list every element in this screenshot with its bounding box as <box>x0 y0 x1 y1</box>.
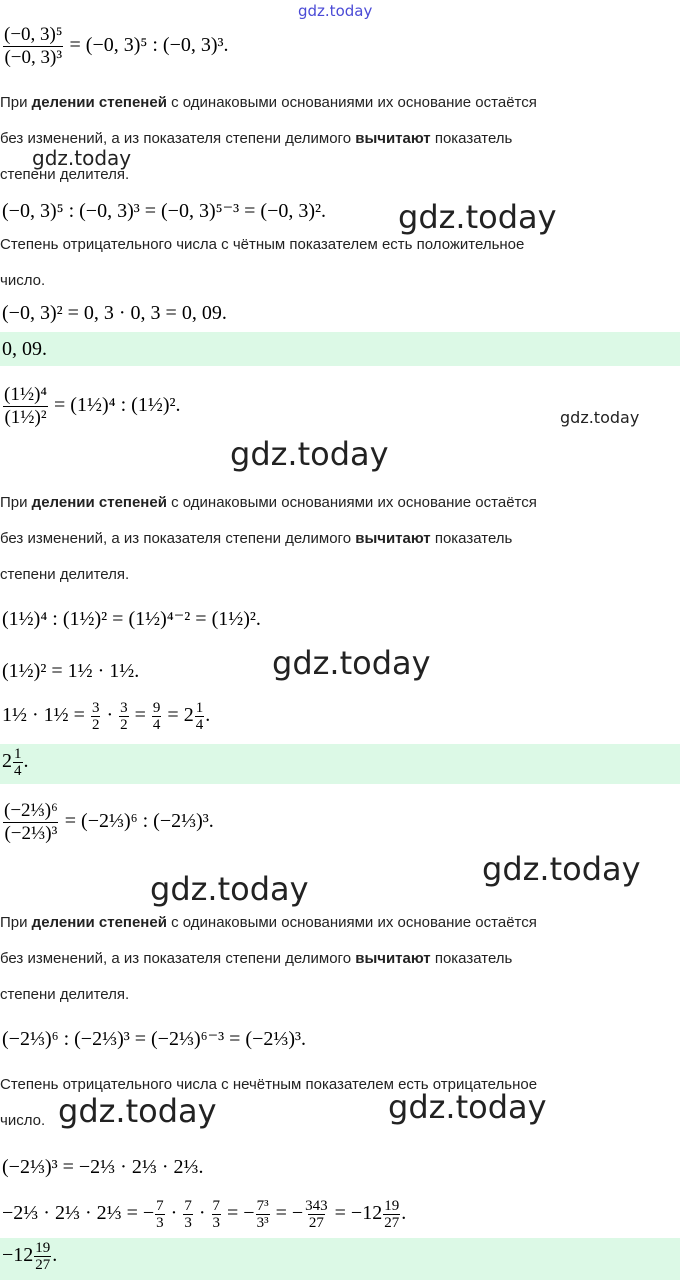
p1-equation-1: $\frac{\text{(−0, 3)⁵}}{\text{(−0, 3)³}}$ = (−0, 3)⁵ : (−0, 3)³. <box>4 24 229 68</box>
p2-rule-line-3: степени делителя. <box>0 566 130 583</box>
watermark: gdz.today <box>32 146 132 170</box>
fraction: $\frac{19}{27}$ <box>384 1198 400 1231</box>
p3-quotient: $\frac{\text{(−2⅓)⁶}}{\text{(−2⅓)³}}$ <box>4 800 58 844</box>
p3-equation-2: (−2⅓)⁶ : (−2⅓)³ = (−2⅓)⁶⁻³ = (−2⅓)³. <box>2 1028 307 1050</box>
even-power-line-1: Степень отрицательного числа с чётным показателем есть положительное <box>0 236 525 253</box>
p1-rule-line-3: степени делителя. <box>0 166 130 183</box>
watermark: gdz.today <box>560 408 640 427</box>
fraction: $\frac{9}{4}$ <box>152 700 161 733</box>
p2-answer-band <box>0 744 680 784</box>
odd-power-line-2: число. <box>0 1112 46 1129</box>
p1-answer-band <box>0 332 680 366</box>
p3-rule-line-1: При делении степеней с одинаковыми основаниями их основание остаётся <box>0 914 537 931</box>
watermark: gdz.today <box>58 1092 217 1130</box>
p2-rule-line-1: При делении степеней с одинаковыми основаниями их основание остаётся <box>0 494 537 511</box>
p2-equation-3: (1½)² = 1½ · 1½. <box>2 660 140 682</box>
fraction: $\frac{3}{2}$ <box>91 700 100 733</box>
fraction: $\frac{7}{3}$ <box>212 1198 221 1231</box>
odd-power-line-1: Степень отрицательного числа с нечётным показателем есть отрицательное <box>0 1076 538 1093</box>
watermark: gdz.today <box>388 1088 547 1126</box>
fraction: $\frac{7}{3}$ <box>184 1198 192 1231</box>
p2-equation-1: $\frac{\text{(1½)⁴}}{\text{(1½)²}}$ = (1½)⁴ : (1½)². <box>4 384 181 428</box>
fraction: $\frac{1}{4}$ <box>195 700 204 733</box>
p1-rule-line-1: При делении степеней с одинаковыми основаниями их основание остаётся <box>0 94 537 111</box>
p3-rule-line-2: без изменений, а из показателя степени делимого вычитают показатель <box>0 950 513 967</box>
p2-quotient: $\frac{\text{(1½)⁴}}{\text{(1½)²}}$ <box>4 384 48 428</box>
p1-equation-2: (−0, 3)⁵ : (−0, 3)³ = (−0, 3)⁵⁻³ = (−0, 3)². <box>2 200 327 222</box>
watermark: gdz.today <box>230 435 389 473</box>
p1-equation-3: (−0, 3)² = 0, 3 · 0, 3 = 0, 09. <box>2 302 227 324</box>
watermark: gdz.today <box>272 644 431 682</box>
p3-rule-line-3: степени делителя. <box>0 986 130 1003</box>
fraction: $\frac{\text{7³}}{\text{3³}}$ <box>256 1198 269 1231</box>
p3-equation-3: (−2⅓)³ = −2⅓ · 2⅓ · 2⅓. <box>2 1156 204 1178</box>
even-power-line-2: число. <box>0 272 46 289</box>
fraction: $\frac{343}{27}$ <box>305 1198 328 1231</box>
fraction: $\frac{19}{27}$ <box>35 1240 51 1273</box>
fraction: $\frac{1}{4}$ <box>14 746 22 779</box>
p1-answer: 0, 09. <box>2 338 47 360</box>
p2-answer: 2 $\frac{1}{4}$ . <box>2 746 29 779</box>
p3-answer: −12 $\frac{19}{27}$ . <box>2 1240 58 1273</box>
p3-answer-band <box>0 1238 680 1280</box>
watermark: gdz.today <box>398 198 557 236</box>
fraction: $\frac{7}{3}$ <box>156 1198 164 1231</box>
p2-rule-line-2: без изменений, а из показателя степени делимого вычитают показатель <box>0 530 513 547</box>
watermark: gdz.today <box>298 2 373 20</box>
watermark: gdz.today <box>150 870 309 908</box>
p3-equation-4: −2⅓ · 2⅓ · 2⅓ = − $\frac{7}{3}$ · $\frac{7}{3}$ · $\frac{7}{3}$ = − $\frac{\text{7³}}{\text{3³}}$ = − $\frac{343}{27}$ = −12 $\frac{19}{27}$ . <box>2 1198 407 1231</box>
p1-rule-line-2: без изменений, а из показателя степени делимого вычитают показатель <box>0 130 513 147</box>
p2-equation-2: (1½)⁴ : (1½)² = (1½)⁴⁻² = (1½)². <box>2 608 261 630</box>
p3-equation-1: $\frac{\text{(−2⅓)⁶}}{\text{(−2⅓)³}}$ = (−2⅓)⁶ : (−2⅓)³. <box>4 800 214 844</box>
p2-equation-4: 1½ · 1½ = $\frac{3}{2}$ · $\frac{3}{2}$ = $\frac{9}{4}$ = 2 $\frac{1}{4}$ . <box>2 700 211 733</box>
watermark: gdz.today <box>482 850 641 888</box>
p1-quotient: $\frac{\text{(−0, 3)⁵}}{\text{(−0, 3)³}}$ <box>4 24 63 68</box>
fraction: $\frac{3}{2}$ <box>120 700 128 733</box>
